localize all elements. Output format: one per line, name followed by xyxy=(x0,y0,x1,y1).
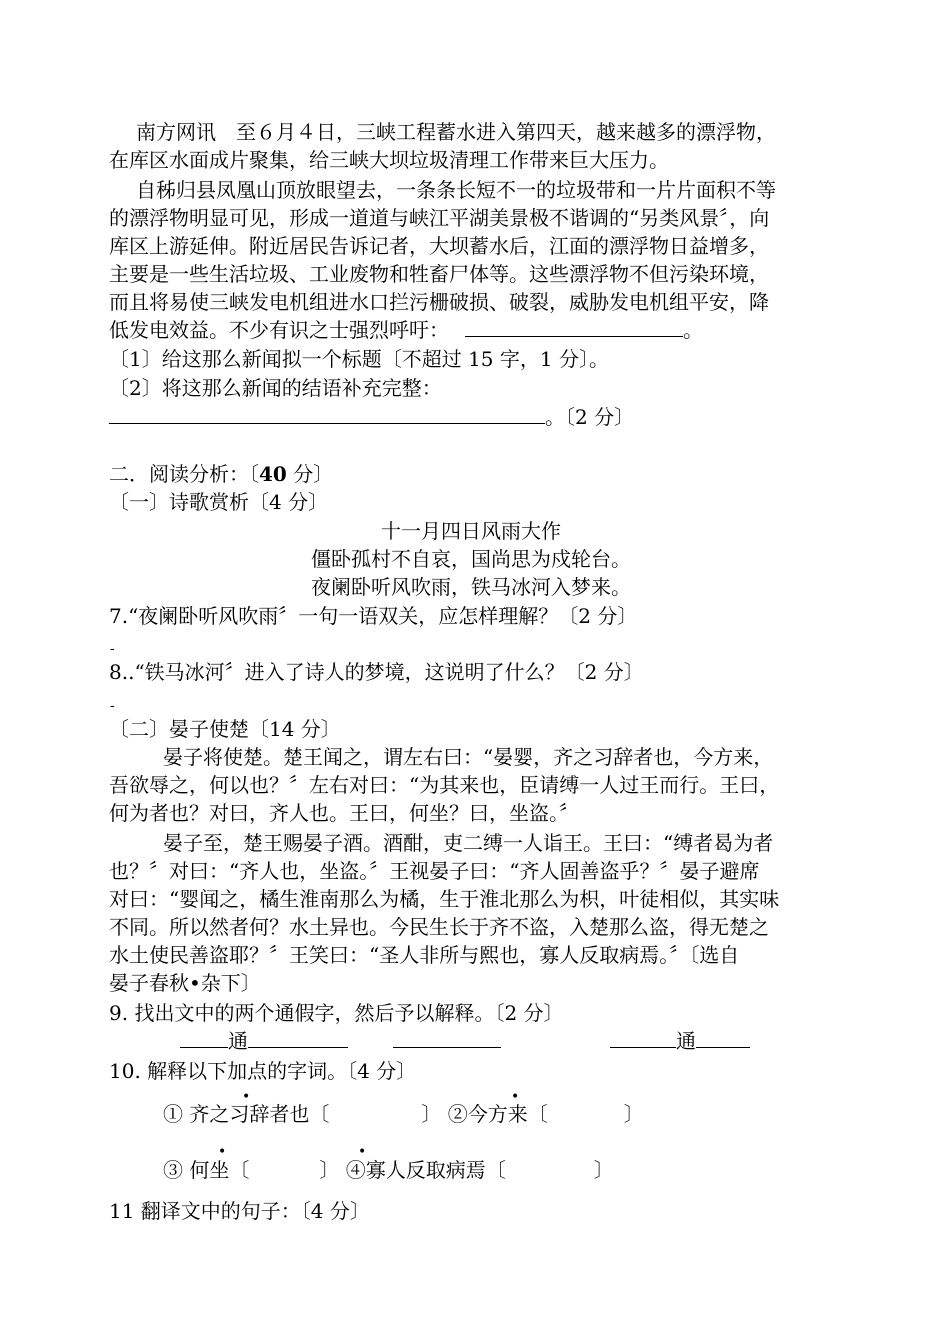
subsection-text: 〔二〕晏子使楚〔14 分〕 xyxy=(109,717,341,741)
question-8: 8..“铁马冰河〞进入了诗人的梦境，这说明了什么？〔2 分〕 xyxy=(109,660,644,684)
news-line xyxy=(109,316,703,344)
emphasis-dot: • xyxy=(358,1144,367,1160)
question-7: 7.“夜阑卧听风吹雨〞一句一语双关，应怎样理解？〔2 分〕 xyxy=(109,604,638,628)
q10-item: ③ 何坐〔 xyxy=(163,1158,250,1182)
q10-item: 〕 ②今方来〔 xyxy=(421,1102,548,1126)
q10-row xyxy=(163,1100,644,1128)
news-line-text: 低发电效益。不少有识之士强烈呼吁： xyxy=(109,318,449,342)
tongjia-row xyxy=(393,1027,501,1055)
period: 。 xyxy=(683,318,703,342)
emphasis-dot: • xyxy=(511,1089,520,1105)
question-10: 10. 解释以下加点的字词。〔4 分〕 xyxy=(109,1059,417,1083)
section-score: 40 xyxy=(259,462,287,486)
text-line: 晏子春秋•杂下〕 xyxy=(109,971,261,995)
text-line: 水土使民善盗耶？〞王笑曰：“圣人非所与熙也，寡人反取病焉。〞〔选自 xyxy=(109,943,740,967)
answer-blank[interactable] xyxy=(696,1027,750,1048)
poem-line: 僵卧孤村不自哀，国尚思为戍轮台。 xyxy=(311,547,631,571)
q10-item: 〕 xyxy=(593,1158,614,1182)
answer-mark: - xyxy=(110,641,115,657)
q10-item: 〕 xyxy=(623,1102,644,1126)
emphasis-dot: • xyxy=(218,1144,227,1160)
score: 。〔2 分〕 xyxy=(545,405,635,429)
q10-row xyxy=(163,1156,614,1184)
question-2: 〔2〕将这那么新闻的结语补充完整： xyxy=(109,376,442,400)
section-heading xyxy=(109,460,333,488)
section-heading-text: 分〕 xyxy=(286,462,334,486)
tongjia-row xyxy=(180,1027,348,1055)
emphasis-dot: • xyxy=(242,1089,251,1105)
answer-blank[interactable] xyxy=(465,316,683,337)
answer-blank[interactable] xyxy=(109,403,545,424)
news-line: 而且将易使三峡发电机组进水口拦污栅破损、破裂，威胁发电机组平安，降 xyxy=(109,290,769,314)
q10-item: ① 齐之习辞者也〔 xyxy=(163,1102,330,1126)
text-line: 也？〞对曰：“齐人也，坐盗。〞王视晏子曰：“齐人固善盗乎？〞晏子避席 xyxy=(109,859,760,883)
answer-blank[interactable] xyxy=(180,1027,228,1048)
text-line: 吾欲辱之，何以也？〞左右对曰：“为其来也，臣请缚一人过王而行。王曰， xyxy=(109,773,780,797)
question-2-answer-line xyxy=(109,403,634,431)
text-line: 晏子将使楚。楚王闻之，谓左右曰：“晏婴，齐之习辞者也，今方来， xyxy=(163,745,774,769)
question-1: 〔1〕给这那么新闻拟一个标题〔不超过 15 字，1 分〕。 xyxy=(109,347,609,371)
poem-line: 夜阑卧听风吹雨，铁马冰河入梦来。 xyxy=(311,575,631,599)
answer-blank[interactable] xyxy=(610,1027,676,1048)
tong-label: 通 xyxy=(676,1029,696,1053)
section-heading-text: 二．阅读分析：〔 xyxy=(109,462,259,486)
answer-blank[interactable] xyxy=(393,1027,501,1048)
news-line: 的漂浮物明显可见，形成一道道与峡江平湖美景极不谐调的“另类风景〞，向 xyxy=(109,206,770,230)
tongjia-row xyxy=(610,1027,750,1055)
answer-blank[interactable] xyxy=(248,1027,348,1048)
poem-title: 十一月四日风雨大作 xyxy=(381,519,561,543)
text-line: 晏子至，楚王赐晏子酒。酒酣，吏二缚一人诣王。王曰：“缚者曷为者 xyxy=(163,831,774,855)
news-line: 南方网讯 至６月４日，三峡工程蓄水进入第四天，越来越多的漂浮物， xyxy=(136,120,776,144)
text-line: 何为者也？对曰，齐人也。王曰，何坐？曰，坐盗。〞 xyxy=(109,801,579,825)
subsection-poem: 〔一〕诗歌赏析〔4 分〕 xyxy=(109,490,329,514)
news-line: 自秭归县凤凰山顶放眼望去，一条条长短不一的垃圾带和一片片面积不等 xyxy=(136,178,776,202)
news-line: 主要是一些生活垃圾、工业废物和牲畜尸体等。这些漂浮物不但污染环境， xyxy=(109,262,769,286)
question-9: 9. 找出文中的两个通假字，然后予以解释。〔2 分〕 xyxy=(109,1001,564,1025)
question-11: 11 翻译文中的句子：〔4 分〕 xyxy=(109,1199,370,1223)
text-line: 不同。所以然者何？水土异也。今民生长于齐不盗，入楚那么盗，得无楚之 xyxy=(109,915,769,939)
news-line: 在库区水面成片聚集，给三峡大坝垃圾清理工作带来巨大压力。 xyxy=(109,148,669,172)
text-line: 对曰：“婴闻之，橘生淮南那么为橘，生于淮北那么为枳，叶徒相似，其实味 xyxy=(109,887,780,911)
tong-label: 通 xyxy=(228,1029,248,1053)
q10-item: 〕 ④寡人反取病焉〔 xyxy=(319,1158,506,1182)
news-line: 库区上游延伸。附近居民告诉记者，大坝蓄水后，江面的漂浮物日益增多， xyxy=(109,234,769,258)
answer-mark: - xyxy=(110,698,115,714)
